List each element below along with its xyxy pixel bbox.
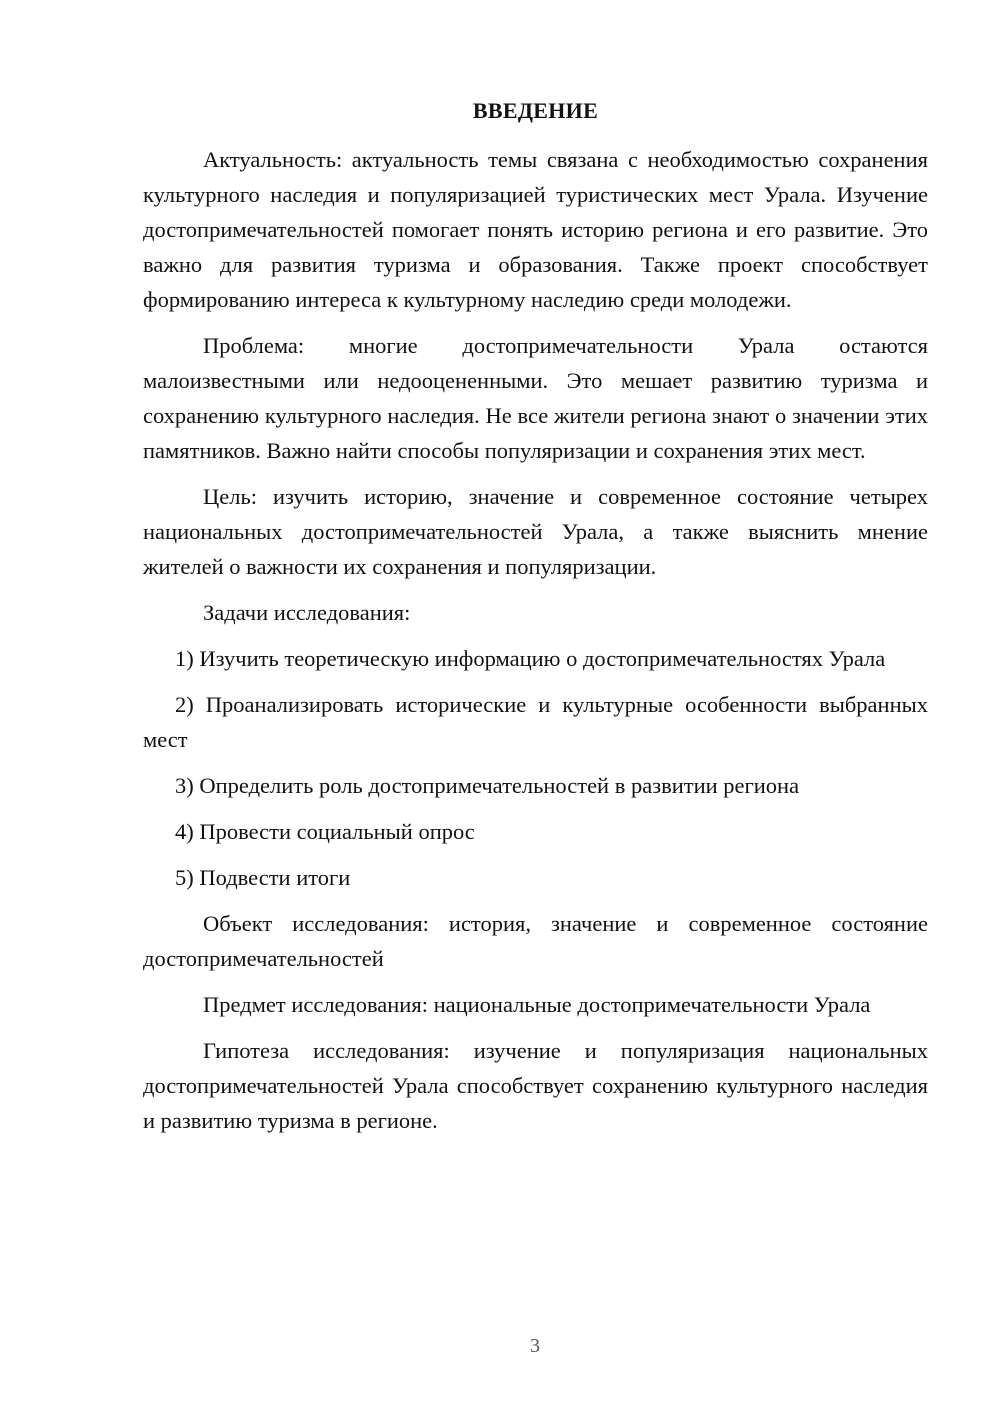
page-number: 3	[530, 1335, 540, 1357]
paragraph-relevance: Актуальность: актуальность темы связана с необходимостью сохранения культурного наследия и популяризацией туристических мест Урала. Изучение достопримечательностей помогает понять историю региона и его развитие. Это важно для развития туризма и образования. Также проект способствует формированию интереса к культурному наследию среди молодежи.	[143, 147, 928, 312]
paragraph-subject: Предмет исследования: национальные достопримечательности Урала	[203, 992, 871, 1017]
task-item-3: 3) Определить роль достопримечательностей в развитии региона	[175, 773, 800, 798]
task-item-5: 5) Подвести итоги	[175, 865, 351, 890]
document-page	[143, 95, 928, 1149]
paragraph-hypothesis: Гипотеза исследования: изучение и популяризация национальных достопримечательностей Урала способствует сохранению культурного наследия и развитию туризма в регионе.	[143, 1038, 928, 1133]
paragraph-goal: Цель: изучить историю, значение и современное состояние четырех национальных достопримечательностей Урала, а также выяснить мнение жителей о важности их сохранения и популяризации.	[143, 484, 928, 579]
task-item-2: 2) Проанализировать исторические и культурные особенности выбранных мест	[143, 692, 928, 752]
task-item-4: 4) Провести социальный опрос	[175, 819, 475, 844]
section-title: ВВЕДЕНИЕ	[472, 98, 599, 123]
task-item-1: 1) Изучить теоретическую информацию о достопримечательностях Урала	[175, 646, 886, 671]
paragraph-tasks-heading: Задачи исследования:	[203, 600, 411, 625]
paragraph-problem: Проблема: многие достопримечательности Урала остаются малоизвестными или недооцененными. Это мешает развитию туризма и сохранению культурного наследия. Не все жители региона знают о значении этих памятников. Важно найти способы популяризации и сохранения этих мест.	[143, 333, 928, 463]
paragraph-object: Объект исследования: история, значение и современное состояние достопримечательностей	[143, 911, 928, 971]
